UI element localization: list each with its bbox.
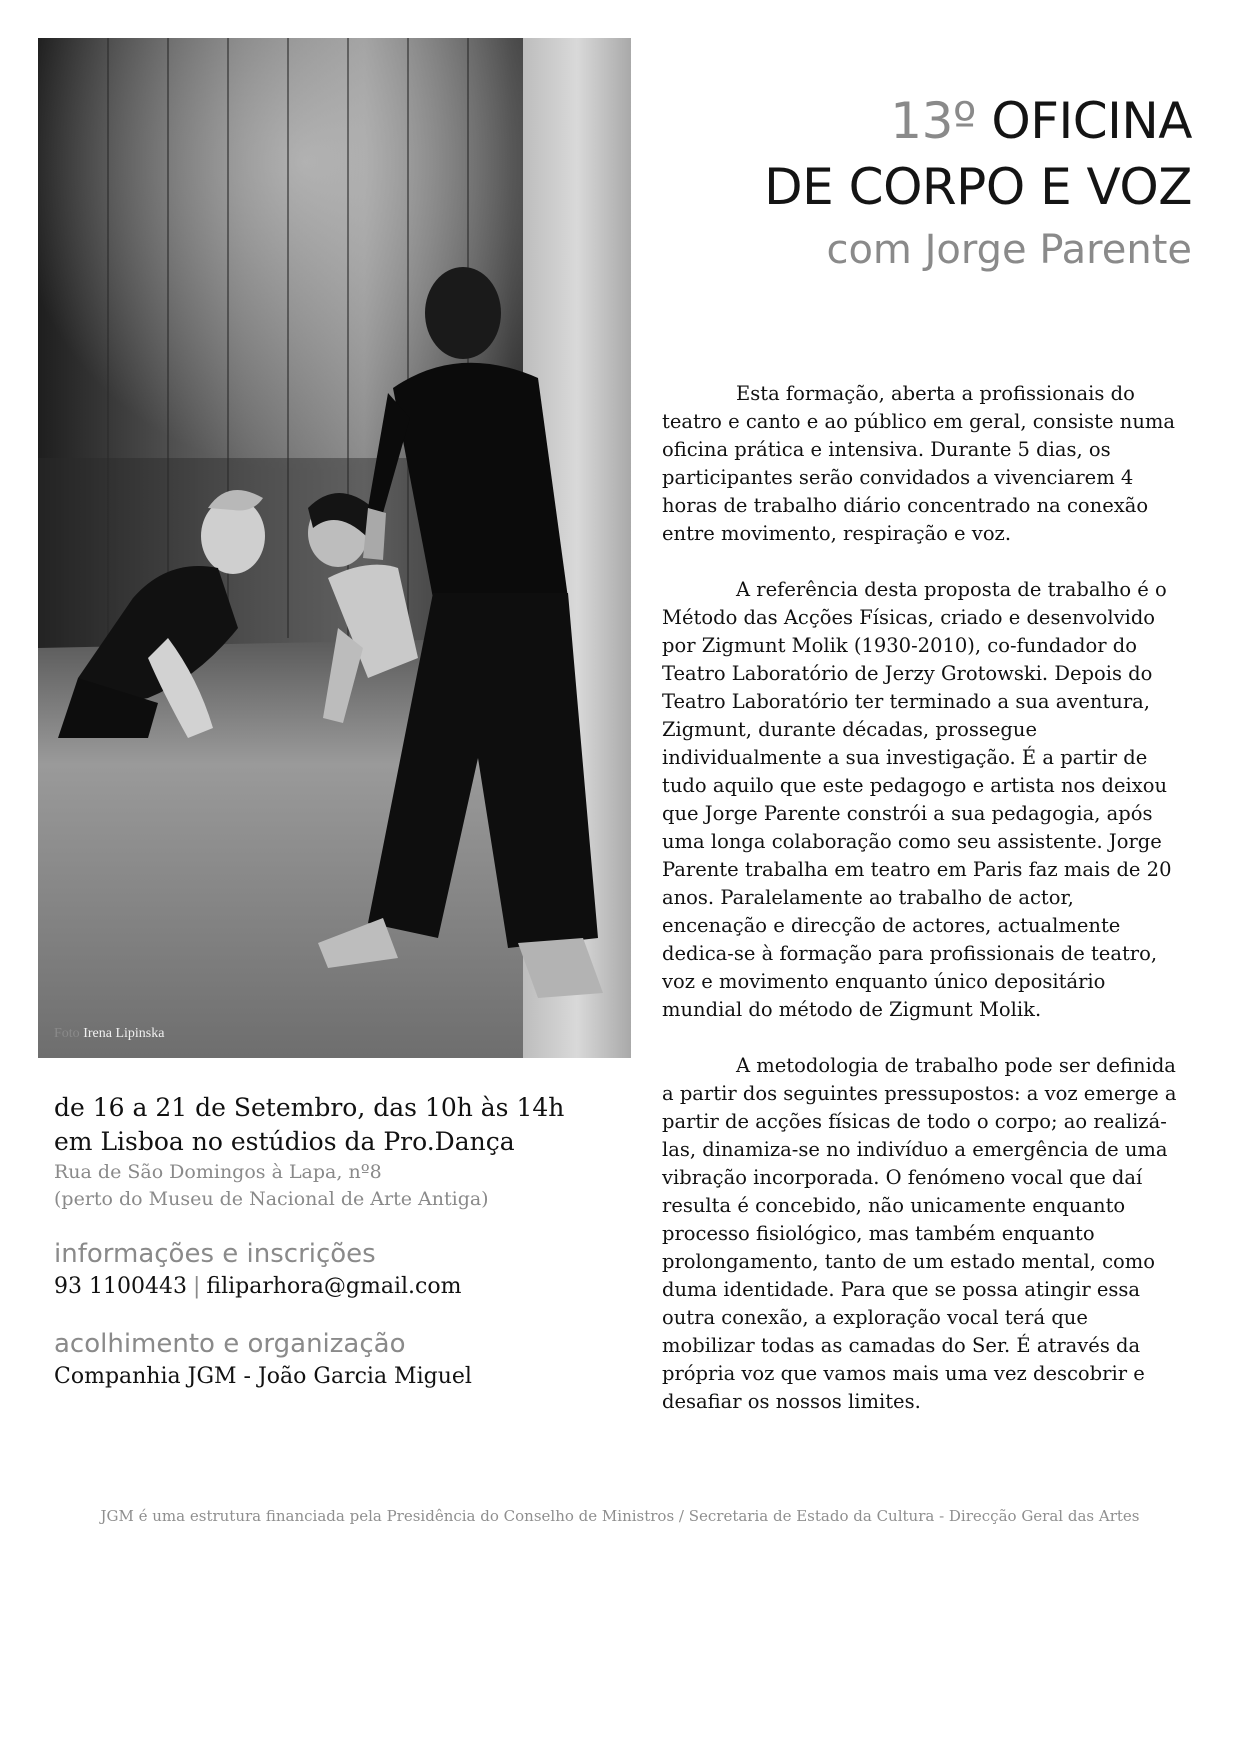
paragraph-3: A metodologia de trabalho pode ser definida a partir dos seguintes pressupostos: a voz emerge a partir de acções físicas de todo o corpo; ao realizá-las, dinamiza-se no indivíduo a emergência de uma vibração incorporada. O fenómeno vocal que daí resulta é concebido, não unicamente enquanto processo fisiológico, mas também enquanto prolongamento, tanto de um estado mental, como duma identidade. Para que se possa atingir essa outra conexão, a exploração vocal terá que mobilizar todas as camadas do Ser. É através da própria voz que vamos mais uma vez descobrir e desafiar os nossos limites. — [662, 1054, 1177, 1413]
title-line-2: DE CORPO E VOZ — [764, 158, 1192, 216]
contact-separator: | — [192, 1274, 201, 1299]
description-text — [662, 380, 1182, 1444]
photo-credit-name: Irena Lipinska — [83, 1026, 165, 1041]
contact-heading: informações e inscrições — [54, 1239, 376, 1269]
photo-credit — [54, 1026, 164, 1042]
event-address: Rua de São Domingos à Lapa, nº8 — [54, 1161, 382, 1183]
contact-line — [54, 1271, 634, 1303]
event-dates: de 16 a 21 de Setembro, das 10h às 14h — [54, 1093, 565, 1122]
edition-number: 13º — [890, 92, 976, 150]
organization-heading: acolhimento e organização — [54, 1329, 406, 1359]
poster-title — [572, 88, 1192, 280]
poster-photo — [38, 38, 631, 1058]
rehearsal-photo-illustration — [38, 38, 631, 1058]
event-info — [54, 1091, 634, 1393]
title-line-1 — [572, 88, 1192, 154]
paragraph-1: Esta formação, aberta a profissionais do teatro e canto e ao público em geral, consiste numa oficina prática e intensiva. Durante 5 dias, os participantes serão convidados a vivenciarem 4 horas de trabalho diário concentrado na conexão entre movimento, respiração e voz. — [662, 382, 1175, 545]
contact-email[interactable]: filiparhora@gmail.com — [206, 1274, 462, 1299]
event-venue: em Lisboa no estúdios da Pro.Dança — [54, 1127, 515, 1156]
title-subtitle: com Jorge Parente — [826, 227, 1192, 273]
paragraph-2: A referência desta proposta de trabalho é o Método das Acções Físicas, criado e desenvolvido por Zigmunt Molik (1930-2010), co-fundador do Teatro Laboratório de Jerzy Grotowski. Depois do Teatro Laboratório ter terminado a sua aventura, Zigmunt, durante décadas, prossegue individualmente a sua investigação. É a partir de tudo aquilo que este pedagogo e artista nos deixou que Jorge Parente constrói a sua pedagogia, após uma longa colaboração como seu assistente. Jorge Parente trabalha em teatro em Paris faz mais de 20 anos. Paralelamente ao trabalho de actor, encenação e direcção de actores, actualmente dedica-se à formação para profissionais de teatro, voz e movimento enquanto único depositário mundial do método de Zigmunt Molik. — [662, 578, 1172, 1021]
event-near: (perto do Museu de Nacional de Arte Antiga) — [54, 1188, 489, 1210]
title-oficina: OFICINA — [991, 92, 1192, 150]
contact-phone[interactable]: 93 1100443 — [54, 1274, 187, 1299]
photo-credit-label: Foto — [54, 1026, 80, 1041]
funding-footer: JGM é uma estrutura financiada pela Presidência do Conselho de Ministros / Secretaria de Estado da Cultura - Direcção Geral das Artes — [100, 1507, 1140, 1525]
organization-name: Companhia JGM - João Garcia Miguel — [54, 1364, 472, 1389]
